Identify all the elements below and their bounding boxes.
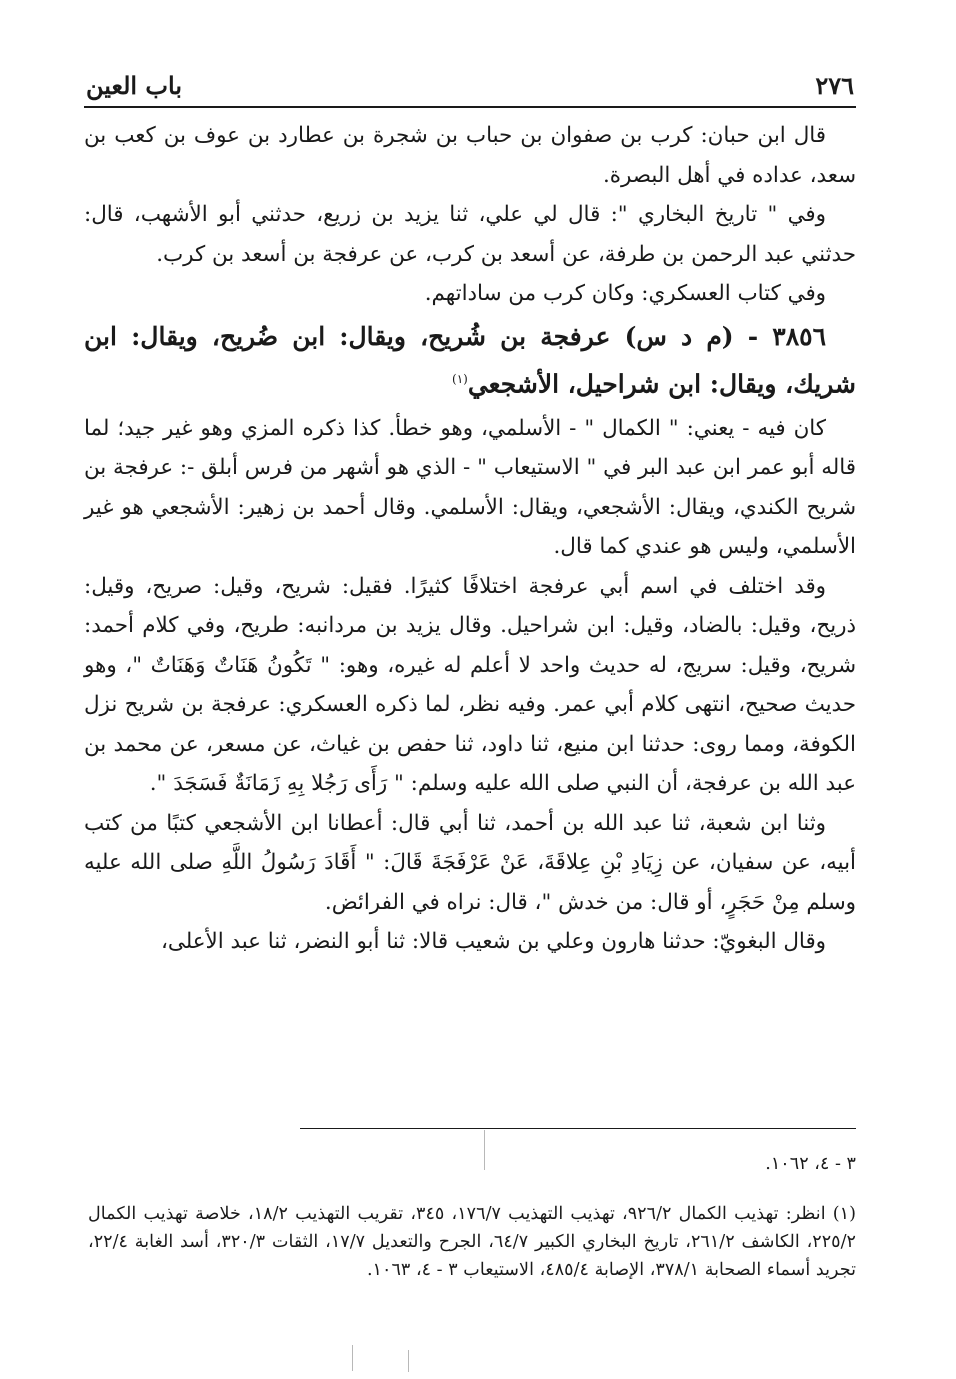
book-page [84, 62, 856, 962]
footnote-marker[interactable]: (١) [452, 371, 468, 386]
footnotes [88, 1150, 856, 1284]
entry-heading-text: ٣٨٥٦ - (م د س) عرفجة بن شُريح، ويقال: ابن ضُريح، ويقال: ابن شريك، ويقال: ابن شراحيل، الأشجعي [84, 321, 856, 398]
entry-heading [84, 316, 856, 405]
paragraph: وفي كتاب العسكري: وكان كرب من ساداتهم. [424, 281, 826, 306]
paragraph: كان فيه - يعني: " الكمال " - الأسلمي، وهو خطأ. كذا ذكره المزي وهو غير جيد؛ لما قاله أبو عمر ابن عبد البر في " الاستيعاب " - الذي هو أشهر من فرس أبلق -: عرفجة بن شريح الكندي، ويقال: الأشجعي، ويقال: الأسلمي. وقال أحمد بن زهير: الأشجعي هو غير الأسلمي، وليس هو عندي كما قال. [84, 415, 856, 560]
footnote-divider [300, 1128, 856, 1129]
footnote-1: (١) انظر: تهذيب الكمال ٩٢٦/٢، تهذيب التهذيب ١٧٦/٧، ٣٤٥، تقريب التهذيب ١٨/٢، خلاصة تهذيب الكمال ٢٢٥/٢، الكاشف ٢٦١/٢، تاريخ البخاري الكبير ٦٤/٧، الجرح والتعديل ١٧/٧، الثقات ٣٢٠/٣، أسد الغابة ٢٢/٤، تجريد أسماء الصحابة ٣٧٨/١، الإصابة ٤٨٥/٤، الاستيعاب ٣ - ٤، ١٠٦٣. [88, 1204, 857, 1280]
scan-artifact [484, 1130, 485, 1170]
paragraph: وفي " تاريخ البخاري ": قال لي علي، ثنا يزيد بن زريع، حدثني أبو الأشهب، قال: حدثني عبد الرحمن بن طرفة، عن أسعد بن كرب، عن عرفجة بن أسعد بن كرب. [84, 202, 856, 267]
page-header [84, 62, 856, 108]
footnote-continuation: ٣ - ٤، ١٠٦٢. [765, 1154, 856, 1174]
paragraph: وقد اختلف في اسم أبي عرفجة اختلافًا كثيرًا. فقيل: شريح، وقيل: صريح، وقيل: ذريح، وقيل: بالضاد، وقيل: ابن شراحيل. وقال يزيد بن مردانبه: طريح، وفي كلام أحمد: شريح، وقيل: سريج، له حديث واحد لا أعلم له غيره، وهو: " تَكُونُ هَنَاتٌ وَهَنَاتٌ "، وهو حديث صحيح، انتهى كلام أبي عمر. وفيه نظر، لما ذكره العسكري: عرفجة بن شريح نزل الكوفة، ومما روى: حدثنا ابن منيع، ثنا داود، ثنا حفص بن غياث، عن مسعر، عن محمد بن عبد الله بن عرفجة، أن النبي صلى الله عليه وسلم: " رَأَى رَجُلا بِهِ زَمَانَةٌ فَسَجَدَ ". [84, 573, 856, 797]
paragraph: قال ابن حبان: كرب بن صفوان بن حباب بن شجرة بن عطارد بن عوف بن كعب بن سعد، عداده في أهل البصرة. [84, 123, 856, 188]
section-title: باب العين [86, 71, 183, 100]
scan-artifact [352, 1345, 353, 1371]
page-number: ٢٧٦ [815, 71, 854, 100]
scan-artifact [408, 1350, 409, 1372]
main-text [84, 116, 856, 962]
paragraph: وثنا ابن شعبة، ثنا عبد الله بن أحمد، ثنا أبي قال: أعطانا ابن الأشجعي كتبًا من كتب أبيه، عن سفيان، عن زِيَادِ بْنِ عِلاقَةَ، عَنْ عَرْفَجَةَ قَالَ: " أَقَادَ رَسُولُ اللَّهِ صلى الله عليه وسلم مِنْ حَجَرٍ، أو قال: من خدش "، قال: نراه في الفرائض. [84, 810, 856, 915]
paragraph: وقال البغويّ: حدثنا هارون وعلي بن شعيب قالا: ثنا أبو النضر، ثنا عبد الأعلى، [160, 929, 826, 955]
